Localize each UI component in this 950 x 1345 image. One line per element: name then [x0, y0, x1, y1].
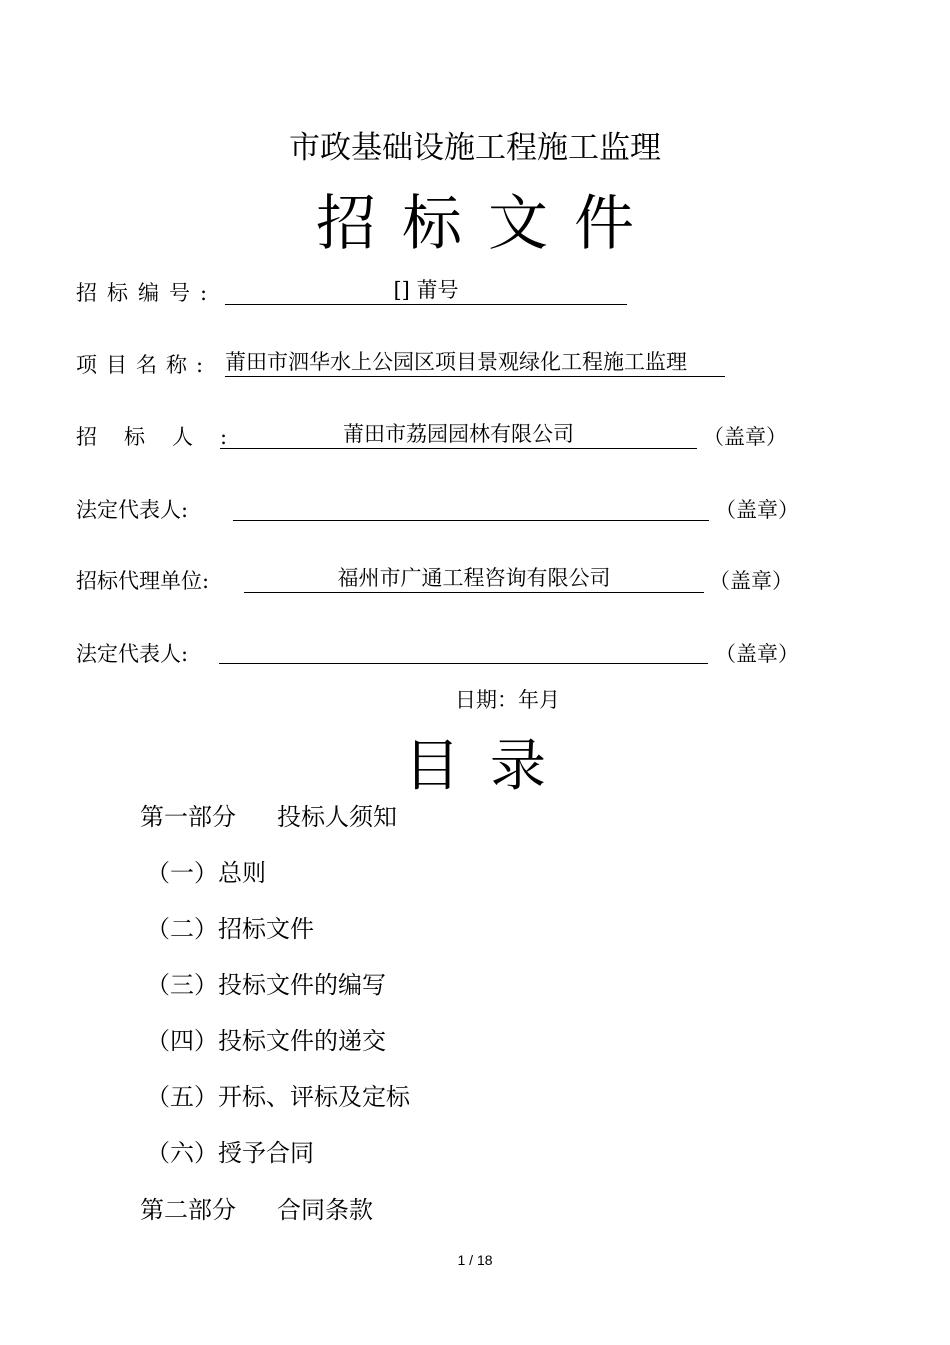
toc-part-1-title: 投标人须知 — [277, 803, 397, 831]
toc-part-2-title: 合同条款 — [277, 1196, 373, 1224]
toc-item-1[interactable]: （一）总则 — [146, 859, 266, 887]
legal-rep-1-seal: （盖章） — [715, 498, 799, 522]
bid-number-field — [225, 276, 627, 305]
bid-number-label: 招标编号: — [76, 281, 218, 305]
agency-seal: （盖章） — [709, 569, 793, 593]
toc-part-1-number: 第一部分 — [140, 803, 236, 831]
agency-value: 福州市广通工程咨询有限公司 — [337, 566, 611, 590]
toc-part-2[interactable] — [140, 1190, 373, 1225]
legal-rep-1-label: 法定代表人: — [76, 498, 189, 522]
toc-item-4[interactable]: （四）投标文件的递交 — [146, 1027, 386, 1055]
agency-label: 招标代理单位: — [76, 569, 210, 593]
project-name-label: 项目名称: — [76, 353, 213, 377]
date-line: 日期：年月 — [455, 688, 560, 712]
page-number: 1 / 18 — [457, 1252, 493, 1268]
toc-part-1[interactable] — [140, 797, 397, 832]
bid-number-value: [] 莆号 — [393, 278, 459, 302]
toc-item-6[interactable]: （六）授予合同 — [146, 1139, 314, 1167]
legal-rep-2-field[interactable] — [219, 635, 708, 664]
toc-item-3[interactable]: （三）投标文件的编写 — [146, 971, 386, 999]
toc-item-5[interactable]: （五）开标、评标及定标 — [146, 1083, 410, 1111]
toc-title: 目录 — [404, 734, 576, 799]
legal-rep-2-seal: （盖章） — [715, 642, 799, 666]
legal-rep-1-field[interactable] — [233, 492, 709, 521]
agency-field — [244, 564, 704, 593]
tenderer-label: 招标人: — [76, 425, 255, 449]
document-title: 招标文件 — [316, 189, 660, 259]
project-name-field — [225, 348, 725, 377]
legal-rep-2-label: 法定代表人: — [76, 642, 189, 666]
tenderer-seal: （盖章） — [703, 425, 787, 449]
tenderer-field — [220, 420, 697, 449]
tenderer-value: 莆田市荔园园林有限公司 — [343, 422, 574, 446]
document-subtitle: 市政基础设施工程施工监理 — [289, 130, 661, 166]
project-name-value: 莆田市泗华水上公园区项目景观绿化工程施工监理 — [225, 350, 687, 374]
toc-part-2-number: 第二部分 — [140, 1196, 236, 1224]
toc-item-2[interactable]: （二）招标文件 — [146, 915, 314, 943]
